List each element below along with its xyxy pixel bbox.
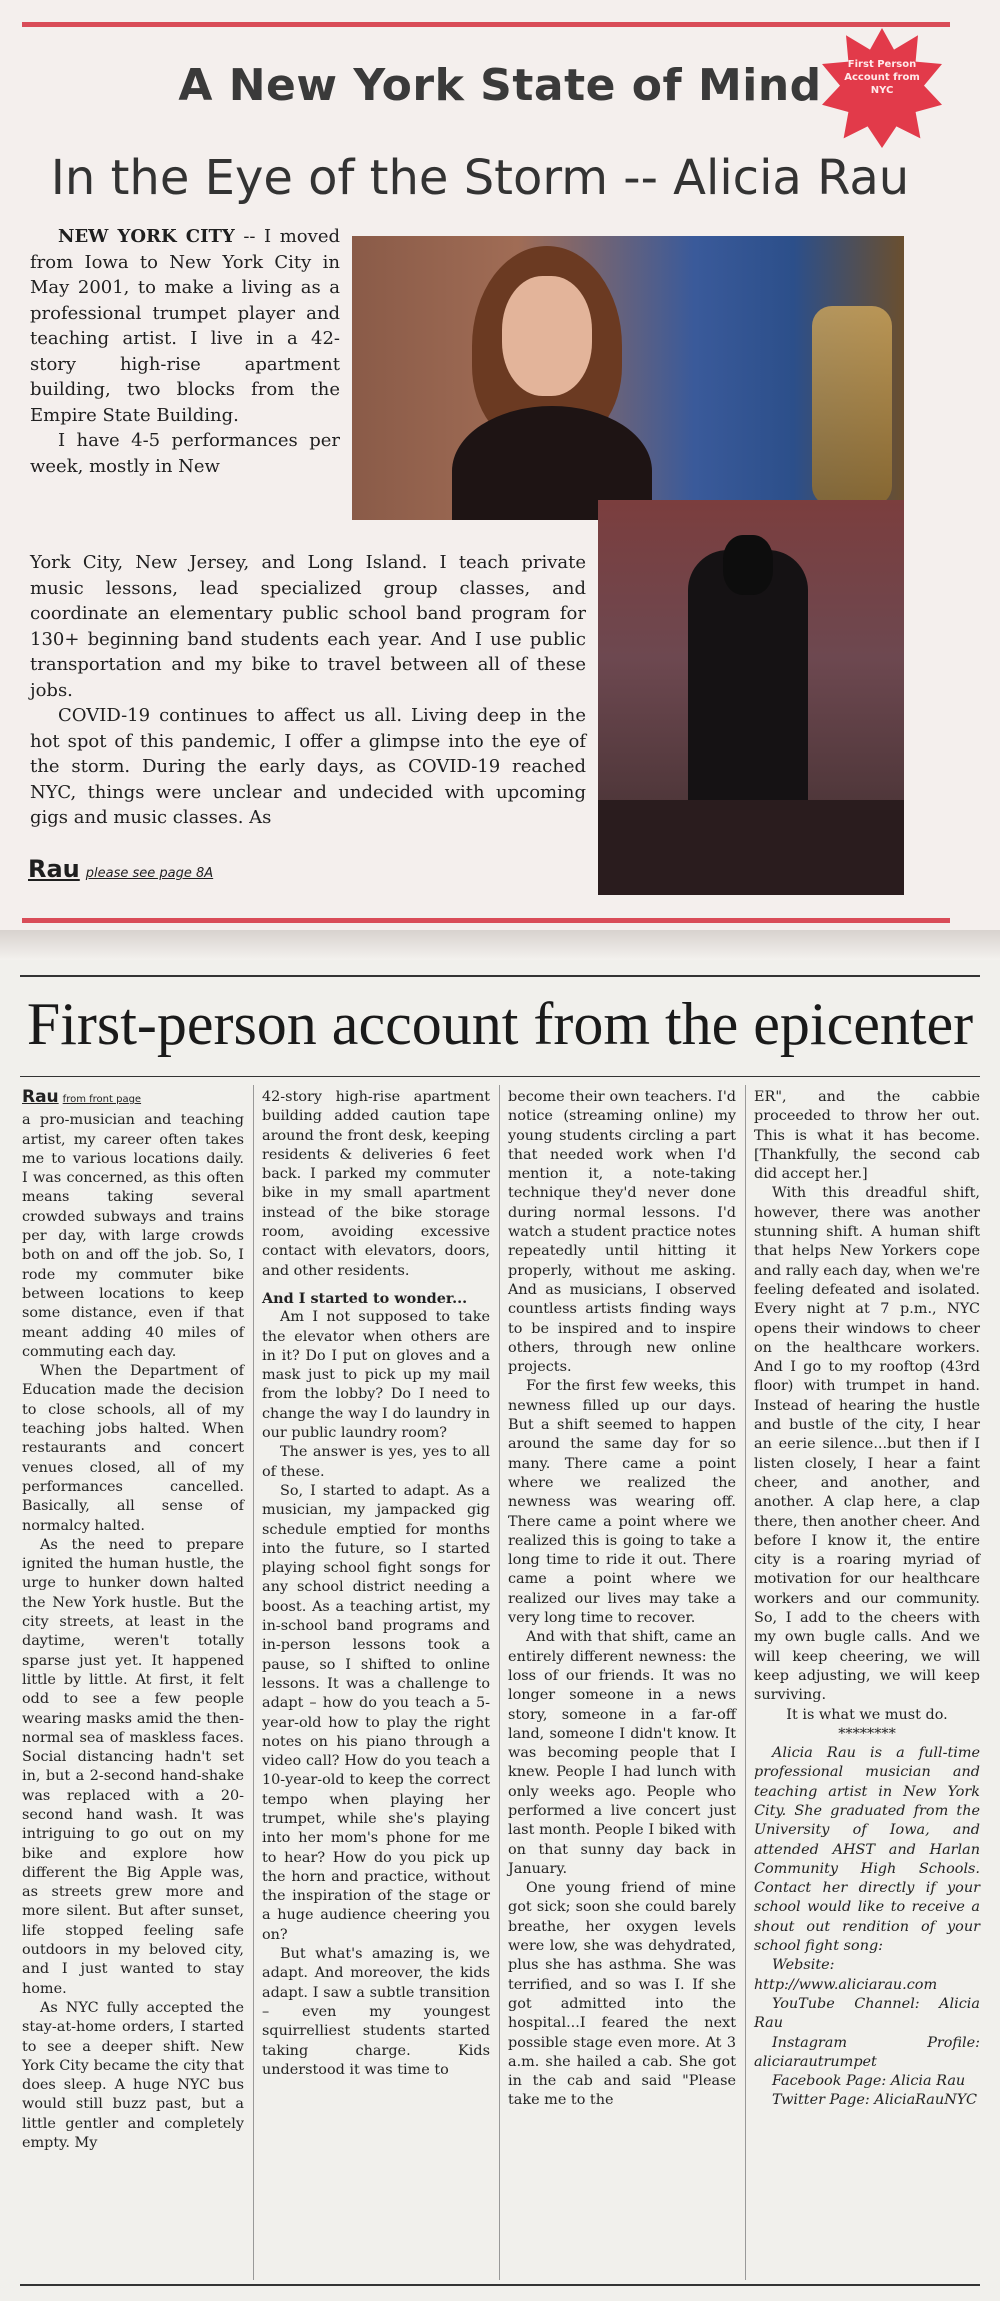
column-rule <box>745 1085 746 2280</box>
jump-name: Rau <box>28 855 80 883</box>
bottom-rule <box>20 2284 980 2286</box>
paragraph: As NYC fully accepted the stay-at-home orders, I started to see a deeper shift. New York City became the city that does sleep. A huge NYC bus would still buzz past, but a little gentler and completely empty. My <box>22 1999 244 2152</box>
jump-name-2: Rau <box>22 1087 59 1107</box>
jump-line <box>28 855 213 883</box>
article-lead <box>30 224 340 479</box>
bio-twitter: Twitter Page: AliciaRauNYC <box>772 2092 978 2109</box>
paragraph: With this dreadful shift, however, there was another stunning shift. A human shift that helps New Yorkers cope and rally each day, when we're feeling defeated and isolated. Every night at 7 p.m., NYC opens their windows to cheer on the healthcare workers. And I go to my rooftop (43rd floor) with trumpet in hand. Instead of hearing the hustle and bustle of the city, I hear an eerie silence...but then if I listen closely, I hear a faint cheer, and another, and another. A clap here, a clap there, then another cheer. And before I know it, the entire city is a roaring myriad of motivation for our healthcare workers and our community. So, I add to the cheers with my own bugle calls. And we will keep cheering, we will keep adjusting, we will keep surviving. <box>754 1185 980 1704</box>
column-rule <box>253 1085 254 2280</box>
bio: Alicia Rau is a full-time professional musician and teaching artist in New York City. She graduated from the University of Iowa, and attended AHST and Harlan Community High Schools. Contact her directly if your school would like to receive a shout out rendition of your school fight song: <box>754 1745 980 1955</box>
portrait-photo <box>352 236 904 520</box>
paragraph: But what's amazing is, we adapt. And moreover, the kids adapt. I saw a subtle transition – even my youngest squirrelliest students started taking charge. Kids understood it was time to <box>262 1946 490 2078</box>
jump-text-2: from front page <box>62 1094 142 1105</box>
jump-line-2 <box>22 1088 244 1109</box>
article-body <box>30 550 586 831</box>
paragraph: The answer is yes, yes to all of these. <box>262 1444 490 1480</box>
paragraph: -- I moved from Iowa to New York City in May 2001, to make a living as a professional trumpet player and teaching artist. I live in a 42-story high-rise apartment building, two blocks from the Empire State Building. <box>30 226 340 426</box>
clipping-divider <box>0 930 1000 960</box>
bio-facebook: Facebook Page: Alicia Rau <box>772 2073 966 2090</box>
masked-bike-photo <box>598 500 904 895</box>
column-rule <box>499 1085 500 2280</box>
column-2 <box>262 1088 490 2080</box>
bio-youtube: YouTube Channel: Alicia Rau <box>754 1995 980 2032</box>
paragraph: One young friend of mine got sick; soon she could barely breathe, her oxygen levels were low, she was dehydrated, plus she has asthma. She was terrified, and so was I. If she got admitted into the hospital...I feared the next possible stage even more. At 3 a.m. she hailed a cab. She got in the cab and said "Please take me to the <box>508 1880 736 2109</box>
paragraph: And with that shift, came an entirely different newness: the loss of our friends. It was no longer someone in a news story, someone in a far-off land, someone I didn't know. It was becoming people that I knew. People I had lunch with only weeks ago. People who performed a live concert just last month. People I biked with on that sunny day back in January. <box>508 1629 736 1877</box>
paragraph: York City, New Jersey, and Long Island. I teach private music lessons, lead specialized group classes, and coordinate an elementary public school band program for 130+ beginning band students each year. And I use public transportation and my bike to travel between all of these jobs. <box>30 552 586 701</box>
page-headline: A New York State of Mind <box>178 60 822 111</box>
column-3 <box>508 1088 736 2111</box>
dateline: NEW YORK CITY <box>58 226 235 247</box>
paragraph: 42-story high-rise apartment building added caution tape around the front desk, keeping residents & deliveries 6 feet back. I parked my commuter bike in my small apartment instead of the bike storage room, avoiding excessive contact with elevators, doors, and other residents. <box>262 1089 490 1279</box>
column-4 <box>754 1088 980 2111</box>
jump-text: please see page 8A <box>85 866 214 881</box>
paragraph: ER", and the cabbie proceeded to throw her out. This is what it has become. [Thankfully, the second cab did accept her.] <box>754 1089 980 1183</box>
paragraph: It is what we must do. <box>786 1706 948 1723</box>
bio-instagram: Instagram Profile: aliciarautrumpet <box>754 2034 980 2070</box>
paragraph: When the Department of Education made the decision to close schools, all of my teaching jobs halted. When restaurants and concert venues closed, all of my performances cancelled. Basically, all sense of normalcy halted. <box>22 1363 244 1534</box>
paragraph: So, I started to adapt. As a musician, my jampacked gig schedule emptied for months into the future, so I started playing school fight songs for any school district needing a boost. As a teaching artist, my in-school band programs and in-person lessons took a pause, so I shifted to online lessons. It was a challenge to adapt – how do you teach a 5-year-old how to play the right notes on his piano through a video call? How do you teach a 10-year-old to keep the correct tempo when playing her trumpet, while she's playing into her mom's phone for me to hear? How do you pick up the horn and practice, without the inspiration of the stage or a huge audience cheering you on? <box>262 1482 490 1943</box>
paragraph: I have 4-5 performances per week, mostly in New <box>30 430 340 477</box>
badge-text: First Person Account from NYC <box>844 59 920 96</box>
paragraph: As the need to prepare ignited the human hustle, the urge to hunker down halted the New York hustle. But the city streets, at least in the daytime, weren't totally sparse just yet. It happened little by little. At first, it felt odd to see a few people wearing masks amid the then-normal sea of maskless faces. Social distancing hadn't set in, but a 2-second hand-shake was replaced with a 20-second hand wash. It was intriguing to go out on my bike and explore how different the Big Apple was, as streets grew more and more silent. But after sunset, life stopped feeling safe outdoors in my beloved city, and I just wanted to stay home. <box>22 1536 244 1997</box>
top-rule <box>20 975 980 977</box>
bottom-red-rule <box>22 918 950 923</box>
paragraph: For the first few weeks, this newness filled up our days. But a shift seemed to happen around the same day for so many. There came a point where we realized the newness was wearing off. There came a point where we realized this is going to take a long time to ride it out. There came a point where we realized our lives may take a very long time to recover. <box>508 1378 736 1627</box>
paragraph: COVID-19 continues to affect us all. Living deep in the hot spot of this pandemic, I offer a glimpse into the eye of the storm. During the early days, as COVID-19 reached NYC, things were unclear and undecided with upcoming gigs and music classes. As <box>30 705 586 828</box>
subhead: And I started to wonder... <box>262 1289 468 1307</box>
paragraph: a pro-musician and teaching artist, my career often takes me to various locations daily. I was concerned, as this often means taking several crowded subways and trains per day, with large crowds both on and off the job. So, I rode my commuter bike between locations to keep some distance, even if that meant adding 40 miles of commuting each day. <box>22 1112 244 1360</box>
paragraph: Am I not supposed to take the elevator when others are in it? Do I put on gloves and a mask just to pick up my mail from the lobby? Do I need to change the way I do laundry in our public laundry room? <box>262 1309 490 1442</box>
page-subhead: In the Eye of the Storm -- Alicia Rau <box>50 150 910 206</box>
bike-image <box>598 800 904 895</box>
top-red-rule <box>22 22 950 27</box>
trumpet-image <box>812 306 892 506</box>
bio-website: Website: http://www.aliciarau.com <box>754 1957 938 1993</box>
headline-rule <box>20 1076 980 1077</box>
stars-divider: ******** <box>838 1725 896 1742</box>
page-headline-2: First-person account from the epicenter <box>26 991 974 1057</box>
paragraph: become their own teachers. I'd notice (streaming online) my young students circling a part that needed work when I'd mention it, a note-taking technique they'd never done during normal lessons. I'd watch a student practice notes repeatedly until hitting it properly, without me asking. And as musicians, I observed countless artists finding ways to be inspired and to inspire others, through new online projects. <box>508 1089 736 1376</box>
column-1 <box>22 1088 244 2153</box>
